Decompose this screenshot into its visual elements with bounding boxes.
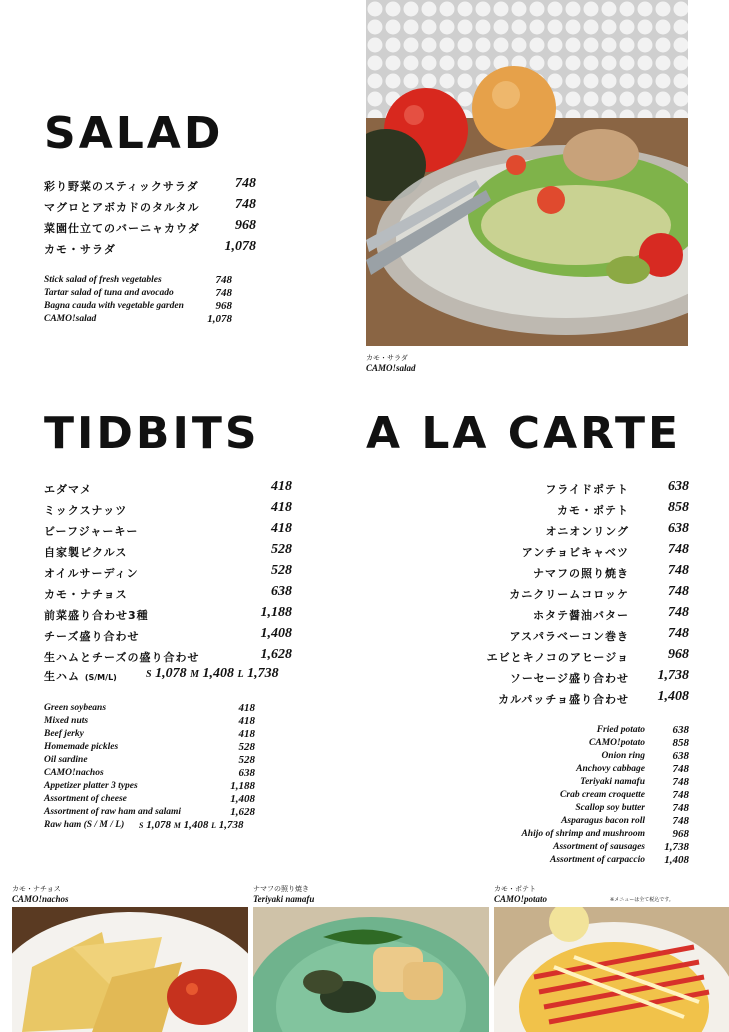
alacarte-item-price: 748 [668,626,689,641]
tidbits-en-item-name: Green soybeans [44,703,107,713]
salad-en-item-name: Stick salad of fresh vegetables [44,275,162,285]
tidbits-item-name: カモ・ナチョス [44,588,128,601]
nachos-caption-en: CAMO!nachos [12,894,69,904]
tidbits-en-item-price: 418 [238,715,255,727]
alacarte-item-name: カニクリームコロッケ [509,588,629,601]
namafu-caption-en: Teriyaki namafu [253,894,315,904]
tidbits-en-item-name: Beef jerky [44,729,84,739]
alacarte-en-item-name: Onion ring [601,751,645,761]
alacarte-en-item-price: 1,408 [664,854,689,866]
tidbits-item-price: 1,408 [260,626,292,641]
tax-footnote: ※メニューは全て税込です。 [610,897,674,903]
tidbits-en-item-price: 528 [238,741,255,753]
raw-ham-en-s-label: S [139,821,144,830]
raw-ham-m-price: 1,408 [202,666,234,681]
alacarte-item-name: ホタテ醤油バター [533,609,629,622]
tidbits-item-price: 418 [271,521,292,536]
alacarte-item-price: 748 [668,563,689,578]
raw-ham-row [44,668,117,684]
salad-en-item-name: Tartar salad of tuna and avocado [44,288,174,298]
tidbits-heading: TIDBITS [44,408,260,459]
tidbits-item-price: 638 [271,584,292,599]
tidbits-item-name: ミックスナッツ [44,504,128,517]
salad-photo [366,0,688,346]
tidbits-en-item-price: 1,628 [230,806,255,818]
salad-item-price: 748 [235,176,256,191]
raw-ham-sizes: (S/M/L) [84,673,117,682]
alacarte-item-price: 748 [668,605,689,620]
alacarte-en-item-name: Ahijo of shrimp and mushroom [521,829,645,839]
tidbits-en-item-name: Homemade pickles [44,742,119,752]
alacarte-item-price: 748 [668,542,689,557]
potato-photo [494,907,729,1032]
alacarte-item-price: 638 [668,521,689,536]
raw-ham-en-s-price: 1,078 [146,819,171,831]
tidbits-item-price: 418 [271,479,292,494]
tidbits-en-item-price: 1,408 [230,793,255,805]
alacarte-en-item-name: Fried potato [596,725,645,735]
potato-caption-jp: カモ・ポテト [494,885,536,893]
raw-ham-en-m-price: 1,408 [183,819,209,831]
alacarte-item-name: エビとキノコのアヒージョ [486,651,629,664]
tidbits-item-price: 418 [271,500,292,515]
tidbits-en-item-price: 638 [238,767,255,779]
alacarte-heading: A LA CARTE [366,408,682,459]
alacarte-en-item-name: Crab cream croquette [560,790,645,800]
tidbits-en-item-name: Appetizer platter 3 types [44,781,138,791]
tidbits-item-name: エダマメ [44,483,92,496]
salad-photo-caption-en: CAMO!salad [366,363,416,373]
raw-ham-en-l-price: 1,738 [218,819,244,831]
alacarte-item-name: ナマフの照り焼き [533,567,629,580]
alacarte-item-price: 858 [668,500,689,515]
alacarte-en-item-price: 968 [672,828,689,840]
tidbits-item-price: 1,628 [260,647,292,662]
tidbits-en-item-name: Assortment of raw ham and salami [44,807,181,817]
tidbits-item-name: 前菜盛り合わせ3種 [44,609,149,622]
salad-item-price: 1,078 [224,239,256,254]
raw-ham-s-price: 1,078 [155,666,187,681]
tidbits-item-name: オイルサーディン [44,567,139,580]
alacarte-en-item-price: 748 [672,776,689,788]
salad-en-item-name: CAMO!salad [44,314,97,324]
raw-ham-s-label: S [146,669,152,680]
alacarte-item-price: 968 [668,647,689,662]
alacarte-item-name: オニオンリング [545,525,629,538]
tidbits-en-item-price: 1,188 [230,780,255,792]
alacarte-en-item-price: 748 [672,763,689,775]
tidbits-en-item-name: CAMO!nachos [44,768,104,778]
raw-ham-en-name: Raw ham (S / M / L) [44,820,125,830]
namafu-photo [253,907,489,1032]
salad-en-item-price: 748 [215,287,232,299]
nachos-caption-jp: カモ・ナチョス [12,885,61,893]
tidbits-item-name: チーズ盛り合わせ [44,630,140,643]
raw-ham-en-prices [139,819,243,831]
alacarte-en-item-price: 748 [672,802,689,814]
salad-item-name: マグロとアボカドのタルタル [44,201,200,214]
tidbits-item-name: 自家製ピクルス [44,546,128,559]
tidbits-en-item-price: 418 [238,702,255,714]
raw-ham-prices [146,666,279,682]
alacarte-en-item-price: 748 [672,815,689,827]
salad-item-name: カモ・サラダ [44,243,116,256]
salad-item-name: 菜園仕立てのバーニャカウダ [44,222,200,235]
alacarte-item-price: 1,408 [657,689,689,704]
tidbits-item-price: 1,188 [260,605,292,620]
salad-item-price: 748 [235,197,256,212]
raw-ham-l-price: 1,738 [247,666,279,681]
salad-en-item-price: 1,078 [207,313,232,325]
alacarte-en-item-price: 858 [672,737,689,749]
alacarte-en-item-name: Asparagus bacon roll [561,816,645,826]
raw-ham-l-label: L [237,669,244,680]
alacarte-item-price: 1,738 [657,668,689,683]
alacarte-en-item-name: Scallop soy butter [575,803,645,813]
alacarte-en-item-name: CAMO!potato [589,738,645,748]
tidbits-item-name: 生ハムとチーズの盛り合わせ [44,651,200,664]
tidbits-en-item-price: 418 [238,728,255,740]
salad-item-name: 彩り野菜のスティックサラダ [44,180,199,193]
alacarte-item-name: フライドポテト [545,483,629,496]
alacarte-item-name: カルパッチョ盛り合わせ [498,693,629,706]
tidbits-en-item-name: Mixed nuts [44,716,89,726]
alacarte-item-name: アスパラベーコン巻き [509,630,629,643]
namafu-caption-jp: ナマフの照り焼き [253,885,309,893]
salad-heading: SALAD [44,108,224,159]
raw-ham-en-m-label: M [173,821,181,830]
tidbits-item-price: 528 [271,563,292,578]
tidbits-en-item-price: 528 [238,754,255,766]
alacarte-item-price: 638 [668,479,689,494]
alacarte-item-name: ソーセージ盛り合わせ [509,672,629,685]
alacarte-en-item-name: Assortment of carpaccio [550,855,645,865]
alacarte-en-item-price: 1,738 [664,841,689,853]
alacarte-item-name: カモ・ポテト [557,504,629,517]
potato-caption-en: CAMO!potato [494,894,548,904]
raw-ham-name: 生ハム [44,670,80,683]
alacarte-en-item-price: 748 [672,789,689,801]
salad-photo-caption-jp: カモ・サラダ [366,354,408,362]
alacarte-item-name: アンチョビキャベツ [521,546,629,559]
alacarte-en-item-price: 638 [672,750,689,762]
salad-en-item-price: 748 [215,274,232,286]
tidbits-en-item-name: Assortment of cheese [44,794,127,804]
alacarte-en-item-name: Assortment of sausages [553,842,645,852]
salad-en-item-price: 968 [215,300,232,312]
nachos-photo [12,907,248,1032]
salad-en-item-name: Bagna cauda with vegetable garden [44,301,184,311]
raw-ham-m-label: M [190,669,199,680]
alacarte-item-price: 748 [668,584,689,599]
tidbits-en-item-name: Oil sardine [44,755,88,765]
salad-item-price: 968 [235,218,256,233]
raw-ham-en-l-label: L [211,821,216,830]
alacarte-en-item-price: 638 [672,724,689,736]
alacarte-en-item-name: Anchovy cabbage [576,764,645,774]
tidbits-item-price: 528 [271,542,292,557]
tidbits-item-name: ビーフジャーキー [44,525,139,538]
alacarte-en-item-name: Teriyaki namafu [580,777,645,787]
